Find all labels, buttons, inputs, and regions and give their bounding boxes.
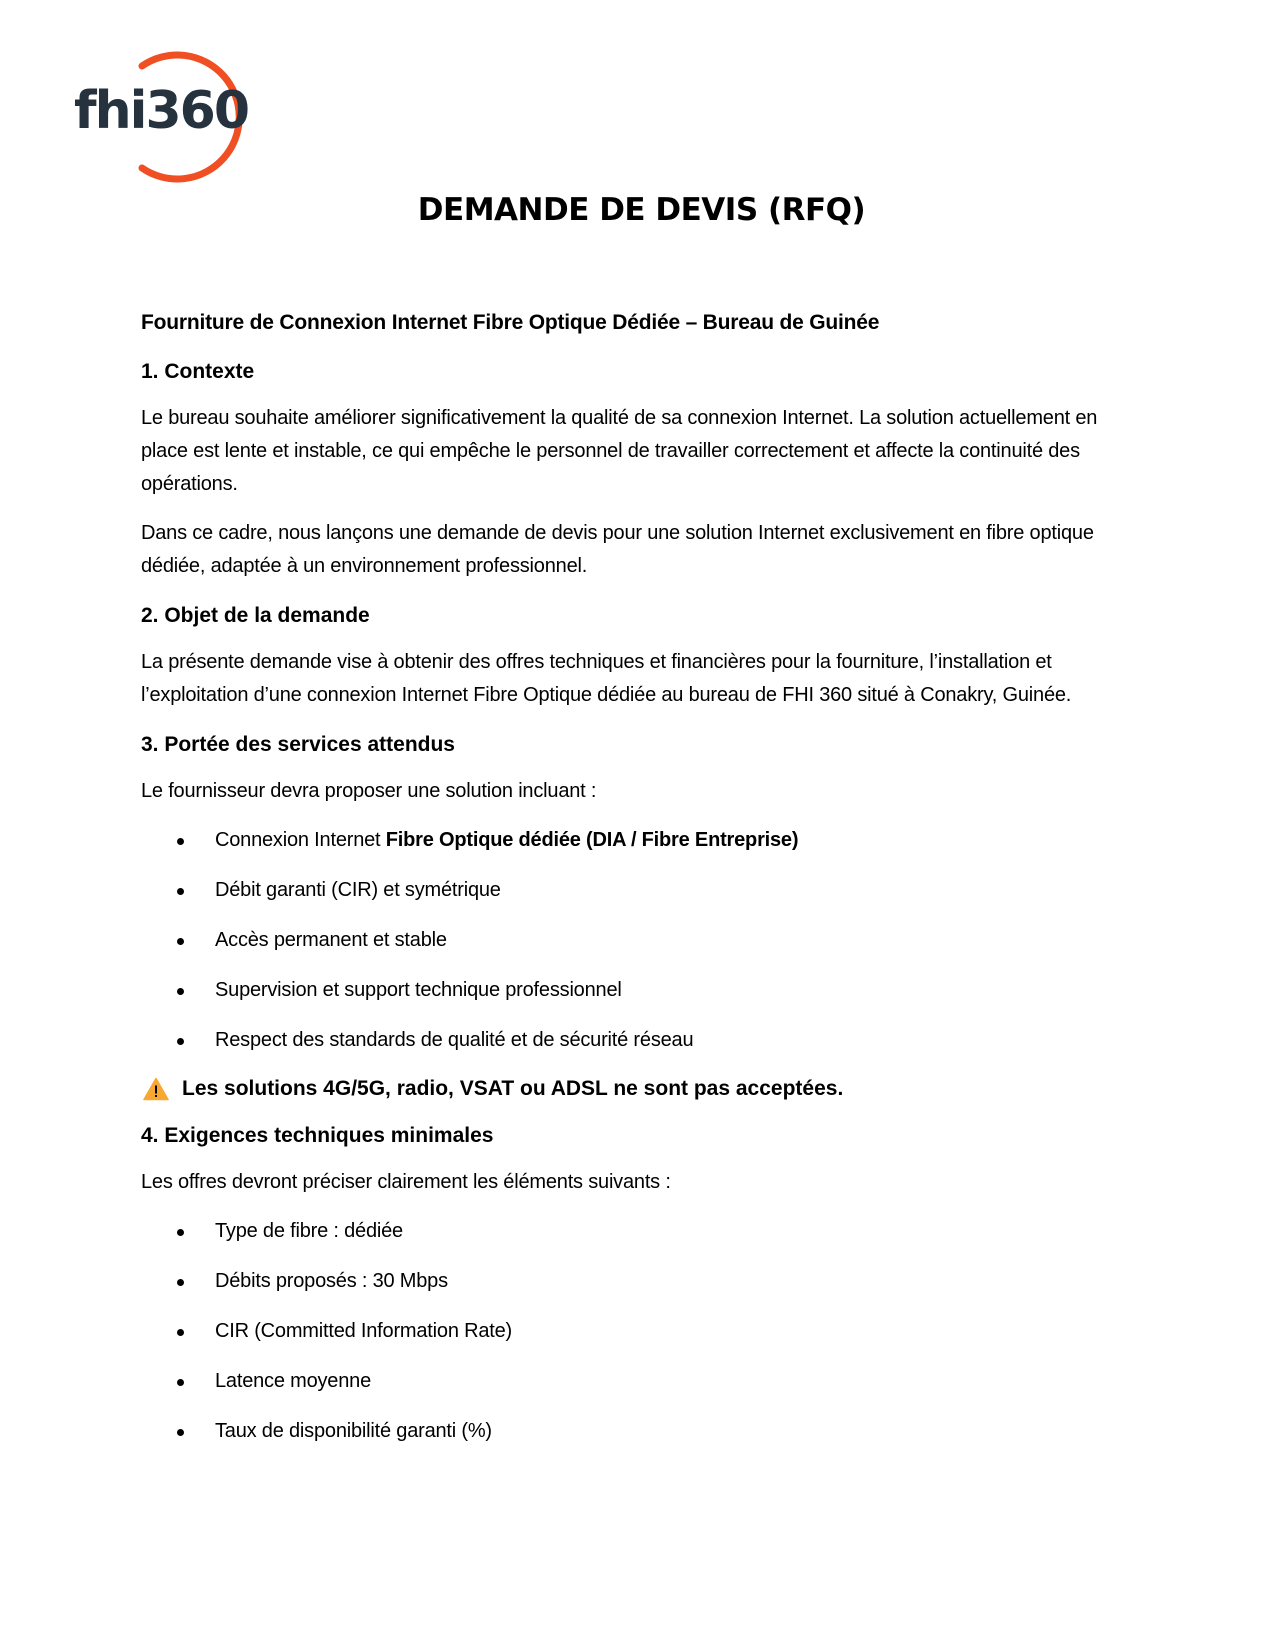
bullet-icon	[177, 988, 184, 995]
list-item	[141, 1365, 1131, 1398]
section-heading-contexte: 1. Contexte	[141, 360, 255, 383]
list-item-text: Latence moyenne	[215, 1370, 372, 1392]
bullet-icon	[177, 1229, 184, 1236]
section-heading-objet: 2. Objet de la demande	[141, 604, 370, 627]
bullet-icon	[177, 1379, 184, 1386]
list-item-bold-text: Fibre Optique dédiée (DIA / Fibre Entreprise)	[385, 829, 799, 851]
list-item-text: Taux de disponibilité garanti (%)	[215, 1420, 492, 1442]
list-item	[141, 1265, 1131, 1298]
list-item	[141, 1215, 1131, 1248]
paragraph: Le bureau souhaite améliorer significativement la qualité de sa connexion Internet. La solution actuellement en place est lente et instable, ce qui empêche le personnel de travailler correctement et affecte la continuité des opérations.	[141, 407, 1098, 495]
bullet-icon	[177, 1329, 184, 1336]
section-heading-exigences: 4. Exigences techniques minimales	[141, 1124, 494, 1147]
bullet-icon	[177, 888, 184, 895]
list-item-text: Type de fibre : dédiée	[215, 1220, 403, 1242]
list-item	[141, 924, 1131, 957]
section-heading-portee: 3. Portée des services attendus	[141, 733, 455, 756]
paragraph: La présente demande vise à obtenir des offres techniques et financières pour la fourniture, l’installation et l’exploitation d’une connexion Internet Fibre Optique dédiée au bureau de FHI 360 situé à Conakry, Guinée.	[141, 651, 1072, 706]
list-item	[141, 1415, 1131, 1448]
list-item-text: CIR (Committed Information Rate)	[215, 1320, 513, 1342]
services-list	[141, 824, 1131, 1057]
bullet-icon	[177, 1429, 184, 1436]
warning-text: Les solutions 4G/5G, radio, VSAT ou ADSL ne sont pas acceptées.	[182, 1077, 844, 1100]
list-item	[141, 824, 1131, 857]
page-title: DEMANDE DE DEVIS (RFQ)	[417, 192, 866, 228]
warning-triangle-icon	[143, 1077, 169, 1101]
list-item-text: Débits proposés : 30 Mbps	[215, 1270, 448, 1292]
list-item-text: Supervision et support technique professionnel	[215, 979, 622, 1001]
list-item-text: Respect des standards de qualité et de sécurité réseau	[215, 1029, 694, 1051]
list-item	[141, 1024, 1131, 1057]
bullet-icon	[177, 938, 184, 945]
list-item-text: Accès permanent et stable	[215, 929, 447, 951]
list-item	[141, 1315, 1131, 1348]
list-item	[141, 874, 1131, 907]
list-item	[141, 974, 1131, 1007]
svg-text:fhi360: fhi360	[74, 81, 249, 141]
warning-notice	[141, 1072, 1131, 1105]
list-item-text: Connexion Internet	[215, 829, 386, 851]
document-body	[141, 306, 1131, 1465]
bullet-icon	[177, 838, 184, 845]
paragraph: Dans ce cadre, nous lançons une demande de devis pour une solution Internet exclusivement en fibre optique dédiée, adaptée à un environnement professionnel.	[141, 522, 1094, 577]
requirements-list	[141, 1215, 1131, 1448]
bullet-icon	[177, 1279, 184, 1286]
bullet-icon	[177, 1038, 184, 1045]
fhi360-logo	[74, 44, 264, 184]
paragraph-intro: Le fournisseur devra proposer une solution incluant :	[141, 780, 597, 802]
fhi360-logo-icon	[74, 44, 264, 184]
paragraph-intro: Les offres devront préciser clairement les éléments suivants :	[141, 1171, 671, 1193]
list-item-text: Débit garanti (CIR) et symétrique	[215, 879, 501, 901]
document-subtitle: Fourniture de Connexion Internet Fibre Optique Dédiée – Bureau de Guinée	[141, 311, 880, 334]
